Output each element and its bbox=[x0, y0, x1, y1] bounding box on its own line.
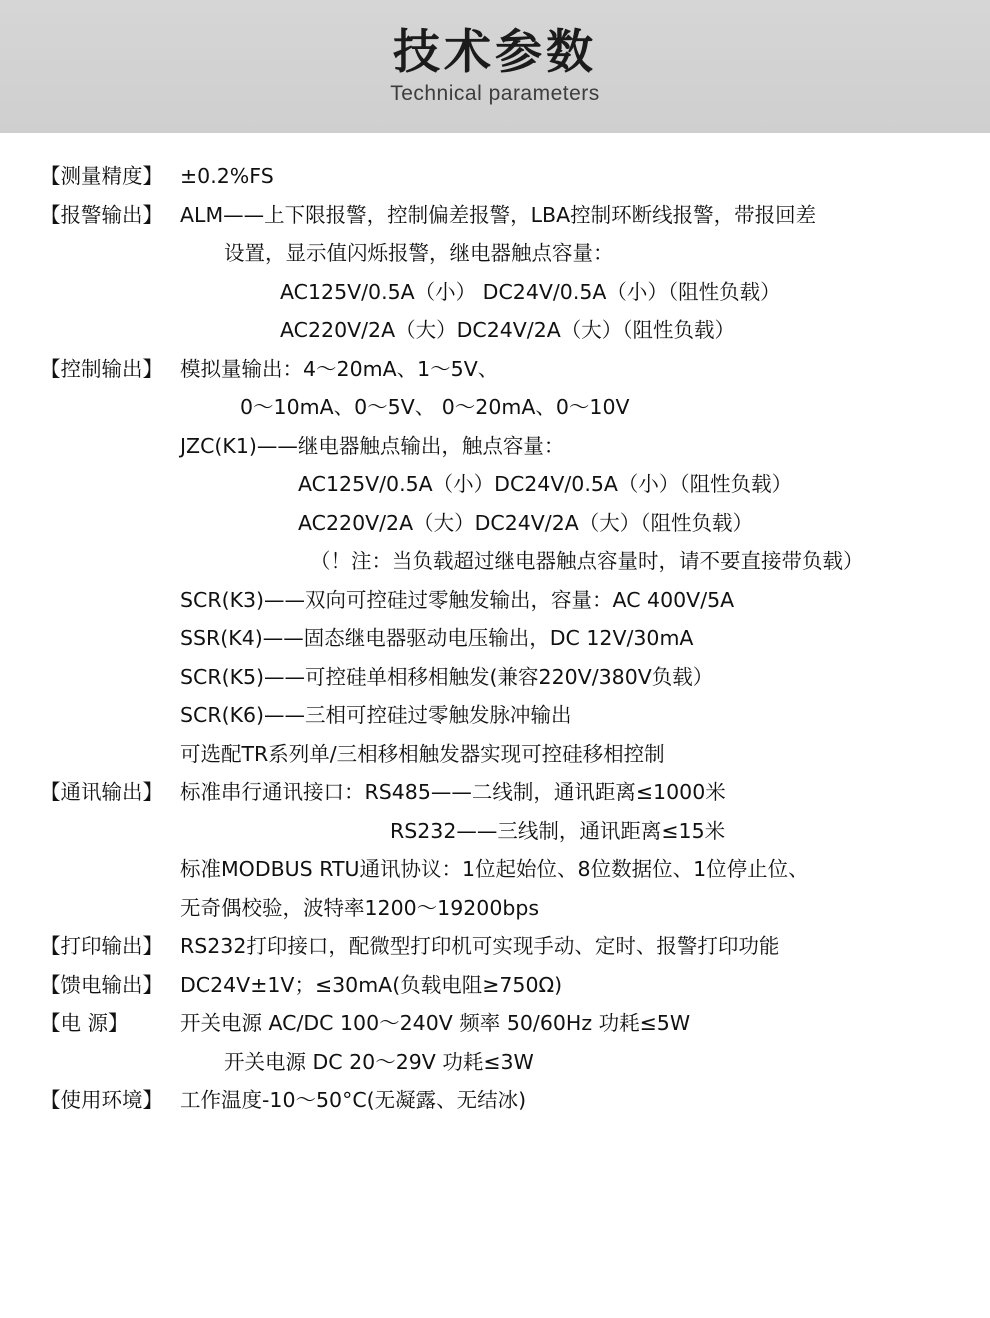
spec-line: RS232——三线制，通讯距离≤15米 bbox=[390, 818, 726, 843]
spec-line: AC220V/2A（大）DC24V/2A（大）（阻性负载） bbox=[298, 510, 754, 535]
spec-row bbox=[40, 966, 956, 1005]
spec-line: 标准MODBUS RTU通讯协议：1位起始位、8位数据位、1位停止位、 bbox=[180, 857, 809, 881]
spec-label: 【电 源】 bbox=[40, 1011, 129, 1035]
spec-line: JZC(K1)——继电器触点输出，触点容量： bbox=[180, 433, 565, 458]
spec-line: DC24V±1V；≤30mA(负载电阻≥750Ω) bbox=[180, 972, 563, 997]
spec-row bbox=[40, 773, 956, 927]
spec-value bbox=[180, 966, 956, 1005]
spec-line: SSR(K4)——固态继电器驱动电压输出，DC 12V/30mA bbox=[180, 626, 694, 650]
spec-line: （！注：当负载超过继电器触点容量时，请不要直接带负载） bbox=[310, 549, 864, 573]
spec-line: 开关电源 AC/DC 100～240V 频率 50/60Hz 功耗≤5W bbox=[180, 1011, 691, 1035]
spec-line: 模拟量输出：4～20mA、1～5V、 bbox=[180, 356, 499, 381]
spec-value bbox=[180, 350, 956, 774]
spec-value bbox=[180, 773, 956, 927]
spec-line: 工作温度-10～50°C(无凝露、无结冰) bbox=[180, 1088, 527, 1112]
spec-line: RS232打印接口，配微型打印机可实现手动、定时、报警打印功能 bbox=[180, 934, 780, 958]
spec-row bbox=[40, 350, 956, 774]
spec-line: 设置，显示值闪烁报警，继电器触点容量： bbox=[224, 241, 614, 265]
spec-line: 标准串行通讯接口：RS485——二线制，通讯距离≤1000米 bbox=[180, 780, 726, 804]
spec-line: AC125V/0.5A（小）DC24V/0.5A（小）（阻性负载） bbox=[298, 472, 793, 496]
spec-value bbox=[180, 927, 956, 966]
spec-value bbox=[180, 1081, 956, 1120]
spec-line: 无奇偶校验，波特率1200～19200bps bbox=[180, 895, 540, 920]
spec-line: AC220V/2A（大）DC24V/2A（大）（阻性负载） bbox=[280, 318, 736, 342]
spec-label: 【使用环境】 bbox=[40, 1088, 163, 1112]
page-title: 技术参数 bbox=[393, 25, 597, 80]
spec-row bbox=[40, 196, 956, 350]
spec-line: ALM——上下限报警，控制偏差报警，LBA控制环断线报警，带报回差 bbox=[180, 202, 817, 227]
spec-line: 0～10mA、0～5V、 0～20mA、0～10V bbox=[240, 395, 630, 419]
spec-label: 【报警输出】 bbox=[40, 202, 163, 227]
spec-value bbox=[180, 157, 956, 196]
spec-label: 【通讯输出】 bbox=[40, 780, 163, 804]
spec-row bbox=[40, 1081, 956, 1120]
spec-line: ±0.2%FS bbox=[180, 164, 274, 188]
spec-line: 可选配TR系列单/三相移相触发器实现可控硅移相控制 bbox=[180, 741, 665, 766]
spec-label: 【控制输出】 bbox=[40, 356, 163, 381]
spec-row bbox=[40, 927, 956, 966]
spec-label: 【测量精度】 bbox=[40, 164, 163, 188]
spec-row bbox=[40, 1004, 956, 1081]
page-subtitle: Technical parameters bbox=[390, 82, 600, 106]
spec-row bbox=[40, 157, 956, 196]
spec-value bbox=[180, 1004, 956, 1081]
spec-line: 开关电源 DC 20～29V 功耗≤3W bbox=[224, 1049, 534, 1074]
spec-line: SCR(K3)——双向可控硅过零触发输出，容量：AC 400V/5A bbox=[180, 587, 735, 612]
specification-list bbox=[0, 133, 990, 1120]
spec-label: 【打印输出】 bbox=[40, 934, 163, 958]
page-banner bbox=[0, 0, 990, 133]
spec-label: 【馈电输出】 bbox=[40, 972, 163, 997]
spec-line: SCR(K6)——三相可控硅过零触发脉冲输出 bbox=[180, 703, 572, 727]
spec-value bbox=[180, 196, 956, 350]
spec-line: SCR(K5)——可控硅单相移相触发(兼容220V/380V负载） bbox=[180, 664, 714, 689]
spec-line: AC125V/0.5A（小） DC24V/0.5A（小）（阻性负载） bbox=[280, 279, 781, 304]
